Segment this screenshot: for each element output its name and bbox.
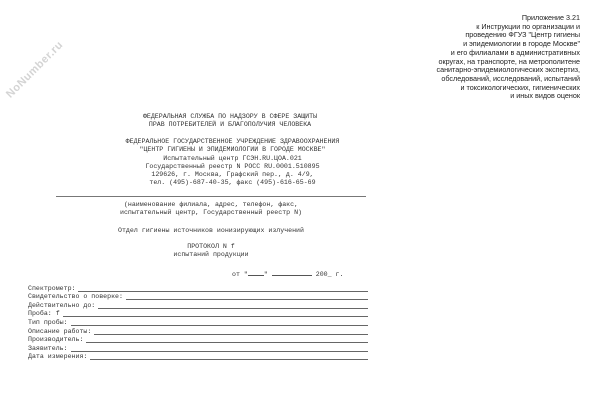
field-row bbox=[28, 327, 368, 336]
fill-line[interactable] bbox=[86, 342, 368, 343]
appendix-line: и эпидемиологии в городе Москве" bbox=[463, 39, 580, 49]
appendix-line: и иных видов оценок bbox=[510, 91, 580, 101]
institution-line: "ЦЕНТР ГИГИЕНЫ И ЭПИДЕМИОЛОГИИ В ГОРОДЕ МОСКВЕ" bbox=[139, 146, 326, 154]
day-blank[interactable] bbox=[248, 269, 264, 276]
institution-header bbox=[105, 138, 360, 188]
field-label: Действительно до: bbox=[28, 301, 96, 309]
date-prefix: от " bbox=[232, 271, 248, 278]
field-label: Спектрометр: bbox=[28, 284, 76, 292]
field-label: Тип пробы: bbox=[28, 318, 68, 326]
fill-line[interactable] bbox=[90, 359, 368, 360]
field-label: Дата измерения: bbox=[28, 353, 88, 361]
field-row bbox=[28, 301, 368, 310]
field-row bbox=[28, 284, 368, 293]
branch-note-line: испытательный центр, Государственный реестр N) bbox=[119, 209, 303, 216]
appendix-line: к Инструкции по организации и bbox=[476, 21, 580, 31]
fill-line[interactable] bbox=[78, 291, 368, 292]
field-label: Производитель: bbox=[28, 336, 84, 344]
appendix-note bbox=[280, 14, 580, 101]
fill-line[interactable] bbox=[63, 316, 368, 317]
department-name: Отдел гигиены источников ионизирующих излучений bbox=[118, 227, 304, 234]
appendix-line: санитарно-эпидемиологических экспертиз, bbox=[436, 65, 580, 75]
field-row bbox=[28, 353, 368, 362]
appendix-line: проведению ФГУЗ "Центр гигиены bbox=[465, 30, 580, 40]
fill-line[interactable] bbox=[126, 299, 368, 300]
fill-line[interactable] bbox=[71, 325, 368, 326]
month-blank[interactable] bbox=[272, 269, 312, 276]
appendix-line: и токсикологических, гигиенических bbox=[460, 82, 580, 92]
fill-line[interactable] bbox=[71, 351, 368, 352]
field-label: Свидетельство о поверке: bbox=[28, 293, 123, 301]
fill-line[interactable] bbox=[94, 334, 368, 335]
protocol-date bbox=[232, 269, 343, 278]
watermark: NoNumber.ru bbox=[4, 38, 66, 101]
protocol-title: ПРОТОКОЛ N f bbox=[187, 243, 235, 250]
fill-line[interactable] bbox=[98, 308, 368, 309]
appendix-line: Приложение 3.21 bbox=[521, 13, 580, 22]
protocol-fields bbox=[28, 284, 368, 361]
protocol-subtitle: испытаний продукции bbox=[173, 251, 249, 258]
agency-line: ПРАВ ПОТРЕБИТЕЛЕЙ И БЛАГОПОЛУЧИЯ ЧЕЛОВЕКА bbox=[148, 121, 312, 129]
field-row bbox=[28, 318, 368, 327]
institution-line: тел. (495)-687-40-35, факс (495)-616-65-69 bbox=[149, 179, 316, 187]
field-label: Описание работы: bbox=[28, 327, 92, 335]
institution-line: 129626, г. Москва, Графский пер., д. 4/9, bbox=[151, 171, 314, 179]
branch-note-line: (наименование филиала, адрес, телефон, факс, bbox=[123, 201, 299, 208]
field-label: Заявитель: bbox=[28, 344, 68, 352]
institution-line: Государственный реестр N РОСС RU.0001.510895 bbox=[145, 162, 320, 170]
field-row bbox=[28, 310, 368, 319]
field-row bbox=[28, 336, 368, 345]
date-quote: " bbox=[263, 271, 268, 278]
separator-line bbox=[56, 196, 366, 197]
date-suffix: 200_ г. bbox=[315, 271, 344, 278]
appendix-line: и его филиалами в административных bbox=[450, 47, 580, 57]
field-row bbox=[28, 293, 368, 302]
institution-line: Испытательный центр ГСЭН.RU.ЦОА.021 bbox=[163, 154, 302, 162]
field-label: Проба: f bbox=[28, 310, 60, 318]
agency-line: ФЕДЕРАЛЬНАЯ СЛУЖБА ПО НАДЗОРУ В СФЕРЕ ЗАЩИТЫ bbox=[142, 113, 318, 120]
agency-header bbox=[105, 113, 355, 130]
appendix-line: округах, на транспорте, на метрополитене bbox=[438, 56, 580, 66]
appendix-line: обследований, исследований, испытаний bbox=[441, 73, 580, 83]
field-row bbox=[28, 344, 368, 353]
institution-line: ФЕДЕРАЛЬНОЕ ГОСУДАРСТВЕННОЕ УЧРЕЖДЕНИЕ ЗДРАВООХРАНЕНИЯ bbox=[125, 138, 340, 145]
